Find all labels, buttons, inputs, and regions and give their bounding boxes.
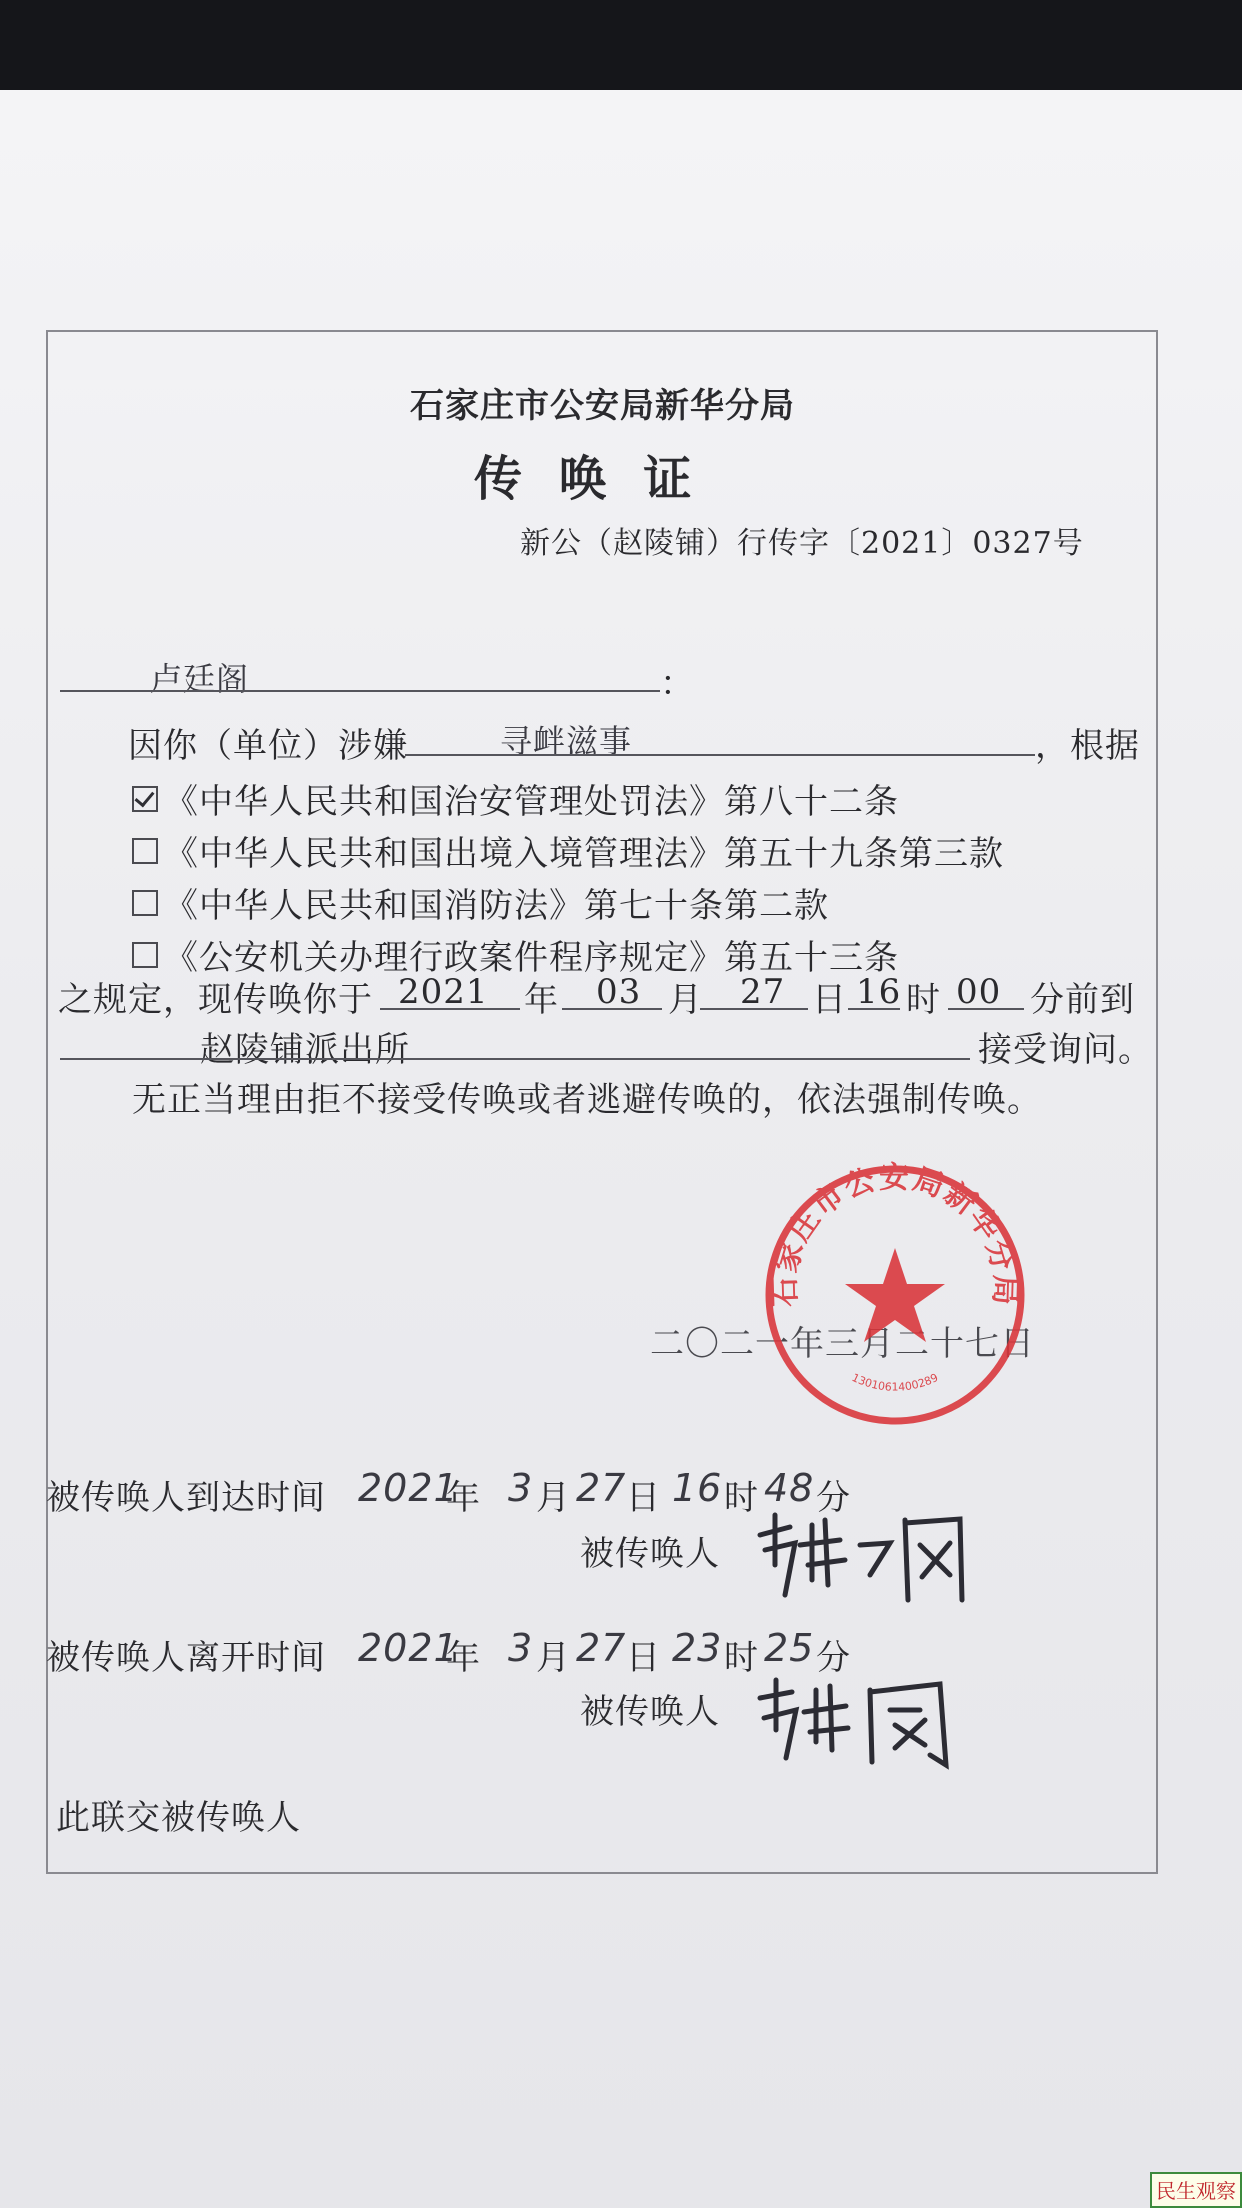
summon-year: 2021 bbox=[398, 972, 489, 1012]
departure-year-unit: 年 bbox=[446, 1638, 481, 1678]
document-title: 传 唤 证 bbox=[474, 451, 702, 507]
law-checkbox-1[interactable] bbox=[132, 838, 158, 864]
departure-day-unit: 日 bbox=[626, 1638, 661, 1678]
minute-underline bbox=[948, 1008, 1024, 1010]
departure-month: 3 bbox=[508, 1626, 534, 1670]
place-suffix: 接受询问。 bbox=[978, 1030, 1153, 1070]
law-label-2: 《中华人民共和国消防法》第七十条第二款 bbox=[164, 886, 829, 926]
month-unit: 月 bbox=[668, 980, 703, 1020]
reason-prefix: 因你（单位）涉嫌 bbox=[128, 726, 408, 766]
copy-note: 此联交被传唤人 bbox=[56, 1798, 301, 1838]
arrival-month: 3 bbox=[508, 1466, 534, 1510]
law-label-0: 《中华人民共和国治安管理处罚法》第八十二条 bbox=[164, 782, 899, 822]
arrival-day: 27 bbox=[576, 1466, 627, 1510]
arrival-month-unit: 月 bbox=[536, 1478, 571, 1518]
name-underline bbox=[60, 690, 660, 692]
hour-unit: 时 bbox=[906, 980, 941, 1020]
law-checkbox-2[interactable] bbox=[132, 890, 158, 916]
day-unit: 日 bbox=[812, 980, 847, 1020]
departure-year: 2021 bbox=[358, 1626, 459, 1670]
svg-text:1301061400289 bbox=[850, 1371, 940, 1394]
seal-text: 石家庄市公安局新华分局 bbox=[767, 1160, 1023, 1308]
day-underline bbox=[700, 1008, 808, 1010]
seal-code: 1301061400289 bbox=[849, 1370, 941, 1394]
departure-day: 27 bbox=[576, 1626, 627, 1670]
arrival-label: 被传唤人到达时间 bbox=[46, 1478, 326, 1518]
arrival-signer-label: 被传唤人 bbox=[580, 1534, 720, 1574]
summon-hour: 16 bbox=[856, 972, 902, 1012]
law-label-3: 《公安机关办理行政案件程序规定》第五十三条 bbox=[164, 938, 899, 978]
arrival-signature bbox=[750, 1505, 980, 1615]
reason-underline bbox=[405, 754, 1035, 756]
departure-signer-label: 被传唤人 bbox=[580, 1692, 720, 1732]
arrival-year: 2021 bbox=[358, 1466, 459, 1510]
arrival-day-unit: 日 bbox=[626, 1478, 661, 1518]
watermark-badge: 民生观察 bbox=[1150, 2172, 1242, 2208]
arrival-hour: 16 bbox=[672, 1466, 723, 1510]
arrival-minute-unit: 分 bbox=[816, 1478, 851, 1518]
summon-prefix: 之规定，现传唤你于 bbox=[58, 980, 373, 1020]
official-seal bbox=[760, 1160, 1030, 1430]
year-underline bbox=[380, 1008, 520, 1010]
place-underline bbox=[60, 1058, 970, 1060]
summon-place: 赵陵铺派出所 bbox=[200, 1030, 410, 1070]
departure-signature bbox=[750, 1670, 990, 1780]
arrival-year-unit: 年 bbox=[446, 1478, 481, 1518]
law-checkbox-3[interactable] bbox=[132, 942, 158, 968]
law-checkbox-0[interactable] bbox=[132, 786, 158, 812]
name-colon: ： bbox=[660, 664, 695, 704]
summon-month: 03 bbox=[596, 972, 642, 1012]
year-unit: 年 bbox=[524, 980, 559, 1020]
departure-hour-unit: 时 bbox=[724, 1638, 759, 1678]
minute-unit: 分前到 bbox=[1030, 980, 1135, 1020]
person-name-value: 卢廷阁 bbox=[150, 660, 250, 698]
reason-value: 寻衅滋事 bbox=[500, 722, 633, 760]
departure-minute-unit: 分 bbox=[816, 1638, 851, 1678]
departure-hour: 23 bbox=[672, 1626, 723, 1670]
summon-minute: 00 bbox=[956, 972, 1002, 1012]
law-label-1: 《中华人民共和国出境入境管理法》第五十九条第三款 bbox=[164, 834, 1004, 874]
document-number: 新公（赵陵铺）行传字〔2021〕0327号 bbox=[520, 526, 1084, 561]
departure-month-unit: 月 bbox=[536, 1638, 571, 1678]
departure-minute: 25 bbox=[764, 1626, 815, 1670]
summon-day: 27 bbox=[740, 972, 786, 1012]
departure-label: 被传唤人离开时间 bbox=[46, 1638, 326, 1678]
hour-underline bbox=[848, 1008, 900, 1010]
arrival-hour-unit: 时 bbox=[724, 1478, 759, 1518]
arrival-minute: 48 bbox=[764, 1466, 815, 1510]
issue-date: 二〇二一年三月二十七日 bbox=[650, 1324, 1035, 1364]
month-underline bbox=[562, 1008, 662, 1010]
warning-text: 无正当理由拒不接受传唤或者逃避传唤的，依法强制传唤。 bbox=[132, 1080, 1042, 1120]
reason-suffix: ，根据 bbox=[1035, 726, 1140, 766]
agency-name: 石家庄市公安局新华分局 bbox=[410, 386, 795, 426]
